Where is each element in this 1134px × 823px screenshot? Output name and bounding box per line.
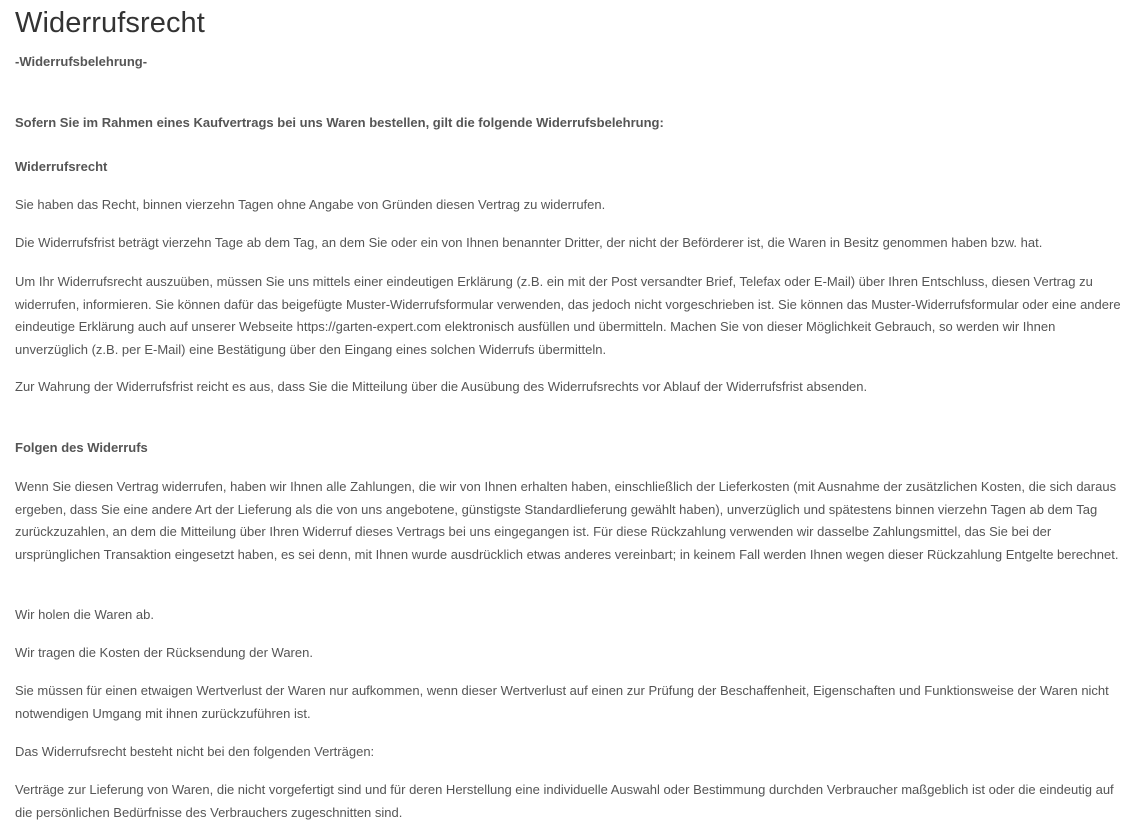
section-heading-folgen: Folgen des Widerrufs (15, 440, 148, 455)
paragraph: Wir tragen die Kosten der Rücksendung der Waren. (15, 645, 313, 660)
paragraph: Wir holen die Waren ab. (15, 607, 154, 622)
paragraph: Sie müssen für einen etwaigen Wertverlust der Waren nur aufkommen, wenn dieser Wertverlust auf einen zur Prüfung der Beschaffenheit, Eigenschaften und Funktionsweise der Waren nicht notwendigen Umgang mit ihnen zurückzuführen ist. (15, 683, 1109, 721)
paragraph: Zur Wahrung der Widerrufsfrist reicht es aus, dass Sie die Mitteilung über die Ausübung des Widerrufsrechts vor Ablauf der Widerrufsfrist absenden. (15, 379, 868, 394)
paragraph: Sie haben das Recht, binnen vierzehn Tagen ohne Angabe von Gründen diesen Vertrag zu widerrufen. (15, 197, 606, 212)
paragraph: Die Widerrufsfrist beträgt vierzehn Tage ab dem Tag, an dem Sie oder ein von Ihnen benannter Dritter, der nicht der Beförderer ist, die Waren in Besitz genommen haben bzw. hat. (15, 235, 1043, 250)
paragraph: Wenn Sie diesen Vertrag widerrufen, haben wir Ihnen alle Zahlungen, die wir von Ihnen erhalten haben, einschließlich der Lieferkosten (mit Ausnahme der zusätzlichen Kosten, die sich daraus ergeben, dass Sie eine andere Art der Lieferung als die von uns angebotene, günstigste Standardlieferung gewählt haben), unverzüglich und spätestens binnen vierzehn Tagen ab dem Tag zurückzuzahlen, an dem die Mitteilung über Ihren Widerruf dieses Vertrags bei uns eingegangen ist. Für diese Rückzahlung verwenden wir dasselbe Zahlungsmittel, das Sie bei der ursprünglichen Transaktion eingesetzt haben, es sei denn, mit Ihnen wurde ausdrücklich etwas anderes vereinbart; in keinem Fall werden Ihnen wegen dieser Rückzahlung Entgelte berechnet. (15, 479, 1119, 562)
paragraph: Verträge zur Lieferung von Waren, die nicht vorgefertigt sind und für deren Herstellung eine individuelle Auswahl oder Bestimmung durchden Verbraucher maßgeblich ist oder die eindeutig auf die persönlichen Bedürfnisse des Verbrauchers zugeschnitten sind. (15, 782, 1114, 820)
intro-text: Sofern Sie im Rahmen eines Kaufvertrags bei uns Waren bestellen, gilt die folgende Widerrufsbelehrung: (15, 115, 664, 130)
page-title: Widerrufsrecht (15, 7, 205, 39)
section-heading-widerrufsrecht: Widerrufsrecht (15, 159, 108, 174)
paragraph: Das Widerrufsrecht besteht nicht bei den folgenden Verträgen: (15, 744, 375, 759)
page-subtitle: -Widerrufsbelehrung- (15, 54, 148, 69)
paragraph: Um Ihr Widerrufsrecht auszuüben, müssen Sie uns mittels einer eindeutigen Erklärung (z.B. ein mit der Post versandter Brief, Telefax oder E-Mail) über Ihren Entschluss, diesen Vertrag zu widerrufen, informieren. Sie können dafür das beigefügte Muster-Widerrufsformular verwenden, das jedoch nicht vorgeschrieben ist. Sie können das Muster-Widerrufsformular oder eine andere eindeutige Erklärung auch auf unserer Webseite https://garten-expert.com elektronisch ausfüllen und übermitteln. Machen Sie von dieser Möglichkeit Gebrauch, so werden wir Ihnen unverzüglich (z.B. per E-Mail) eine Bestätigung über den Eingang eines solchen Widerrufs übermitteln. (15, 274, 1121, 357)
